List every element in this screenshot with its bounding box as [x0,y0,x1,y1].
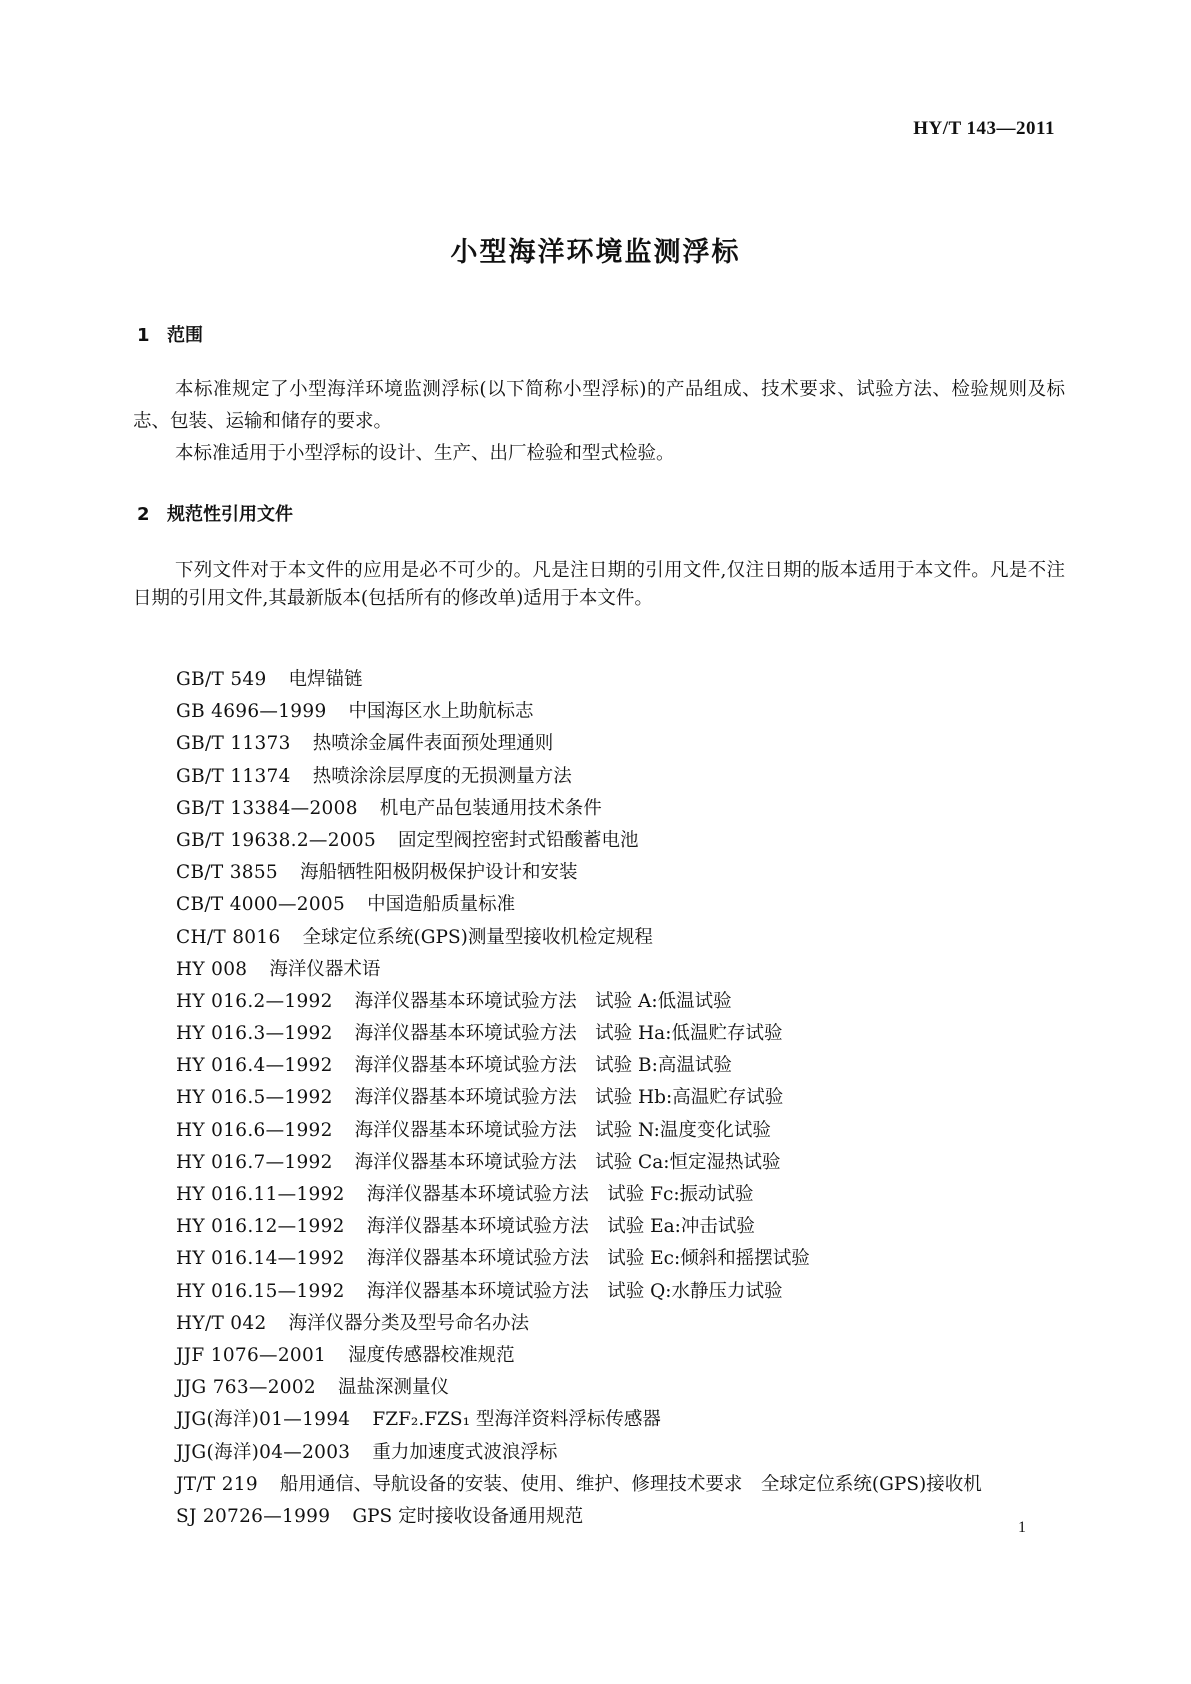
reference-title: 海洋仪器术语 [269,958,381,980]
reference-title: 中国造船质量标准 [367,894,516,916]
reference-item [176,1243,982,1275]
reference-item [176,1115,982,1147]
document-code: HY/T 143—2011 [913,118,1055,139]
reference-code: GB/T 11373 [176,733,291,755]
reference-item [176,1501,982,1533]
reference-item [176,1469,982,1501]
reference-code: HY 016.7—1992 [176,1151,333,1173]
section-title: 规范性引用文件 [167,504,293,525]
section-heading-scope [137,321,203,347]
reference-code: GB 4696—1999 [176,701,327,723]
reference-code: CB/T 3855 [176,862,278,884]
reference-title: 湿度传感器校准规范 [348,1344,515,1366]
reference-code: JJG 763—2002 [176,1377,316,1399]
reference-title: 热喷涂涂层厚度的无损测量方法 [312,765,572,787]
reference-title: 中国海区水上助航标志 [348,701,534,723]
reference-code: HY/T 042 [176,1312,267,1334]
reference-item [176,857,982,889]
scope-applicability-paragraph: 本标准适用于小型浮标的设计、生产、出厂检验和型式检验。 [175,443,675,464]
reference-code: HY 016.4—1992 [176,1055,333,1077]
reference-title: GPS 定时接收设备通用规范 [352,1505,584,1527]
reference-code: JJG(海洋)01—1994 [176,1409,351,1431]
reference-title: 固定型阀控密封式铅酸蓄电池 [398,829,639,851]
page-number: 1 [1018,1519,1026,1536]
reference-code: HY 016.2—1992 [176,990,333,1012]
reference-code: JJF 1076—2001 [176,1344,327,1366]
reference-title: 海洋仪器基本环境试验方法 试验 N:温度变化试验 [354,1119,771,1141]
reference-title: 热喷涂金属件表面预处理通则 [312,733,554,755]
reference-item [176,922,982,954]
reference-title: 海洋仪器基本环境试验方法 试验 A:低温试验 [354,990,732,1012]
section-title: 范围 [167,325,203,346]
reference-title: 温盐深测量仪 [337,1377,449,1399]
reference-title: 全球定位系统(GPS)测量型接收机检定规程 [302,926,653,948]
section-number: 1 [137,325,150,346]
reference-item [176,1308,982,1340]
reference-list [176,664,982,1533]
reference-title: 海洋仪器基本环境试验方法 试验 Ha:低温贮存试验 [354,1023,783,1045]
reference-code: CH/T 8016 [176,926,281,948]
reference-item [176,761,982,793]
reference-code: GB/T 13384—2008 [176,797,358,819]
reference-title: 海洋仪器基本环境试验方法 试验 Fc:振动试验 [366,1184,754,1205]
reference-title: 海船牺牲阳极阴极保护设计和安装 [299,862,578,884]
reference-item [176,954,982,986]
reference-code: HY 008 [176,958,248,980]
reference-item [176,664,982,696]
reference-item [176,793,982,825]
document-title: 小型海洋环境监测浮标 [450,237,741,268]
reference-title: 电焊锚链 [288,669,363,690]
reference-item [176,1404,982,1436]
reference-item [176,1276,982,1308]
references-intro-paragraph: 下列文件对于本文件的应用是必不可少的。凡是注日期的引用文件,仅注日期的版本适用于本文件。凡是不注日期的引用文件,其最新版本(包括所有的修改单)适用于本文件。 [133,560,1065,609]
reference-item [176,1082,982,1114]
reference-item [176,728,982,760]
reference-item [176,986,982,1018]
reference-item [176,1018,982,1050]
reference-item [176,1211,982,1243]
reference-title: 海洋仪器基本环境试验方法 试验 Hb:高温贮存试验 [354,1087,784,1109]
reference-code: HY 016.6—1992 [176,1119,333,1141]
reference-title: 海洋仪器基本环境试验方法 试验 Ec:倾斜和摇摆试验 [366,1248,810,1270]
reference-title: 船用通信、导航设备的安装、使用、维护、修理技术要求 全球定位系统(GPS)接收机 [279,1473,982,1495]
reference-item [176,825,982,857]
reference-code: GB/T 11374 [176,765,291,787]
reference-code: HY 016.15—1992 [176,1280,345,1302]
scope-paragraph: 本标准规定了小型海洋环境监测浮标(以下简称小型浮标)的产品组成、技术要求、试验方法、检验规则及标志、包装、运输和储存的要求。 [133,379,1065,432]
reference-item [176,696,982,728]
reference-title: FZF₂.FZS₁ 型海洋资料浮标传感器 [372,1409,661,1431]
reference-code: HY 016.11—1992 [176,1184,345,1205]
reference-title: 机电产品包装通用技术条件 [379,797,602,819]
reference-item [176,1372,982,1404]
reference-code: SJ 20726—1999 [176,1505,331,1527]
reference-code: GB/T 19638.2—2005 [176,829,377,851]
reference-title: 海洋仪器基本环境试验方法 试验 Ca:恒定湿热试验 [354,1151,781,1173]
reference-code: HY 016.14—1992 [176,1248,345,1270]
reference-code: GB/T 549 [176,669,267,690]
reference-item [176,1437,982,1469]
section-number: 2 [137,504,150,525]
reference-title: 海洋仪器基本环境试验方法 试验 Q:水静压力试验 [366,1280,783,1302]
reference-item [176,1340,982,1372]
reference-title: 海洋仪器基本环境试验方法 试验 B:高温试验 [354,1055,732,1077]
reference-item [176,1147,982,1179]
reference-code: HY 016.12—1992 [176,1216,345,1238]
reference-code: HY 016.5—1992 [176,1087,333,1109]
reference-code: JJG(海洋)04—2003 [176,1441,351,1463]
reference-title: 海洋仪器分类及型号命名办法 [288,1312,530,1334]
reference-title: 海洋仪器基本环境试验方法 试验 Ea:冲击试验 [366,1216,755,1238]
reference-item [176,1179,982,1211]
reference-title: 重力加速度式波浪浮标 [372,1441,558,1463]
reference-item [176,889,982,921]
reference-code: CB/T 4000—2005 [176,894,346,916]
reference-item [176,1050,982,1082]
section-heading-normative-references [137,500,293,526]
reference-code: HY 016.3—1992 [176,1023,333,1045]
reference-code: JT/T 219 [176,1473,258,1495]
